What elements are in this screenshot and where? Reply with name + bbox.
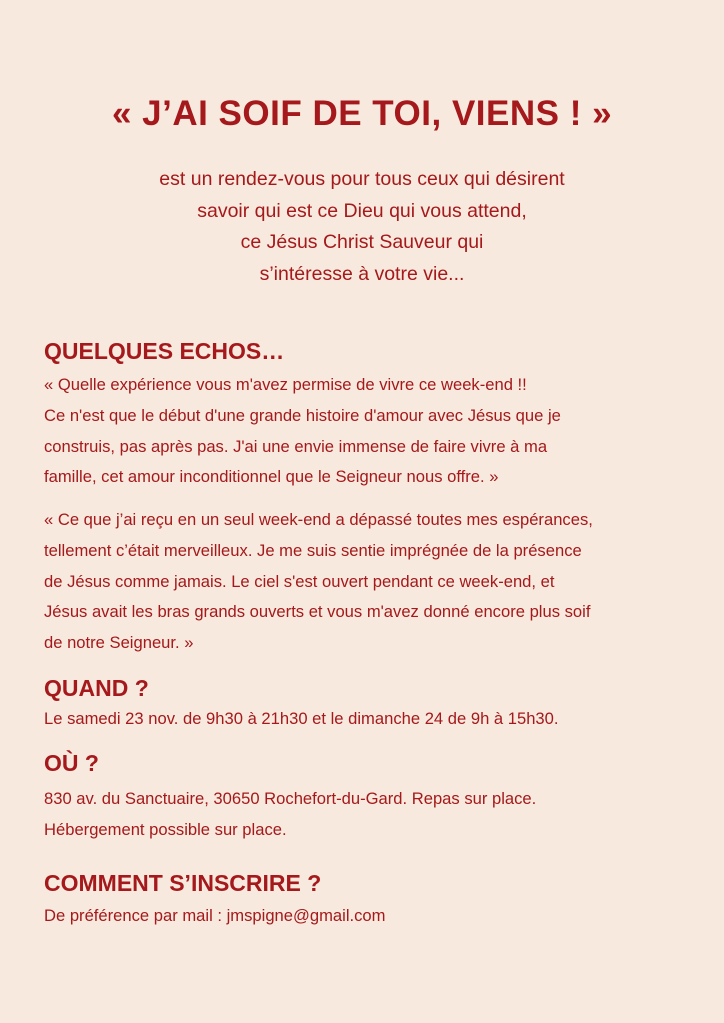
testimonial-line: de Jésus comme jamais. Le ciel s'est ouvert pendant ce week-end, et	[44, 571, 555, 591]
quand-line: Le samedi 23 nov. de 9h30 à 21h30 et le dimanche 24 de 9h à 15h30.	[44, 709, 559, 728]
testimonial-line: famille, cet amour inconditionnel que le Seigneur nous offre. »	[44, 467, 499, 487]
testimonial-line: construis, pas après pas. J'ai une envie immense de faire vivre à ma	[44, 436, 548, 456]
ou-heading: OÙ ?	[44, 750, 99, 776]
ou-text	[44, 784, 704, 846]
page-title: « J’AI SOIF DE TOI, VIENS ! »	[111, 94, 613, 133]
testimonial-line: « Ce que j’ai reçu en un seul week-end a dépassé toutes mes espérances,	[44, 510, 593, 529]
testimonial-line: Ce n'est que le début d'une grande histoire d'amour avec Jésus que je	[44, 405, 561, 425]
testimonial-line: de notre Seigneur. »	[44, 633, 194, 653]
lodging-line: Hébergement possible sur place.	[44, 819, 287, 839]
echos-heading: QUELQUES ECHOS…	[44, 338, 285, 364]
intro-line: s’intéresse à votre vie...	[259, 262, 465, 285]
intro-text	[0, 164, 724, 290]
contact-line: De préférence par mail : jmspigne@gmail.com	[44, 906, 386, 925]
testimonial-line: tellement c’était merveilleux. Je me suis sentie imprégnée de la présence	[44, 540, 582, 560]
intro-line: savoir qui est ce Dieu qui vous attend,	[197, 199, 527, 222]
address-line: 830 av. du Sanctuaire, 30650 Rochefort-du-Gard. Repas sur place.	[44, 789, 537, 808]
testimonial-2	[44, 505, 704, 659]
intro-line: est un rendez-vous pour tous ceux qui désirent	[159, 168, 565, 190]
testimonial-1	[44, 370, 704, 493]
testimonial-line: « Quelle expérience vous m'avez permise de vivre ce week-end !!	[44, 375, 527, 394]
quand-text	[44, 704, 704, 735]
quand-heading: QUAND ?	[44, 675, 149, 701]
testimonial-line: Jésus avait les bras grands ouverts et vous m'avez donné encore plus soif	[44, 602, 591, 622]
inscrire-heading: COMMENT S’INSCRIRE ?	[44, 870, 322, 896]
inscrire-text	[44, 901, 704, 932]
intro-line: ce Jésus Christ Sauveur qui	[240, 231, 484, 253]
